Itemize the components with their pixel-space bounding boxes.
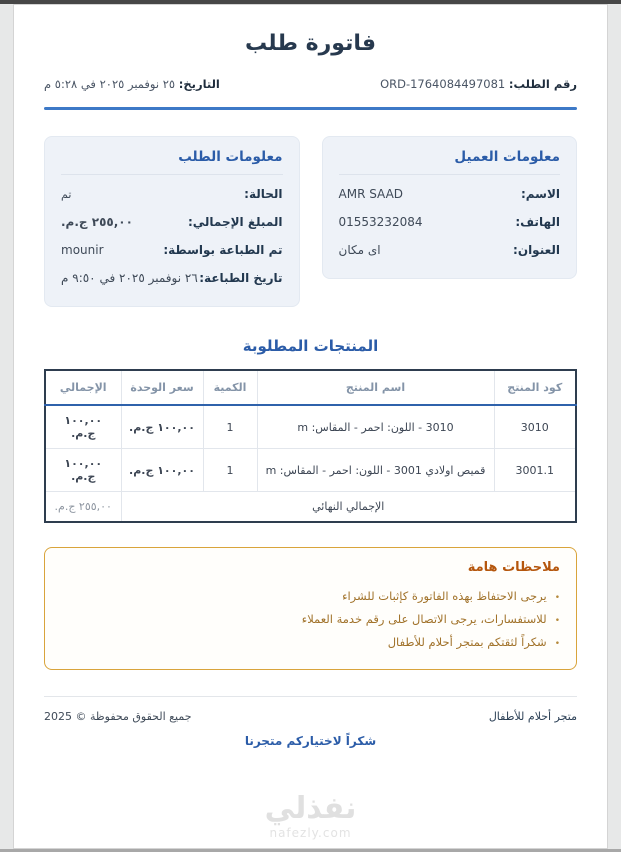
- products-table-head: [45, 370, 576, 405]
- invoice-date-label: التاريخ:: [178, 77, 220, 91]
- customer-info-card: [322, 136, 578, 279]
- info-cards-row: [44, 136, 577, 307]
- printed-by-label: تم الطباعة بواسطة:: [163, 243, 283, 257]
- invoice-title: فاتورة طلب: [244, 31, 377, 56]
- product-unit-price: ١٠٠,٠٠ ج.م.: [121, 405, 203, 449]
- list-item: [61, 630, 560, 653]
- order-number: [380, 77, 577, 91]
- product-line-total: ١٠٠,٠٠ ج.م.: [45, 449, 121, 492]
- watermark: [14, 791, 607, 840]
- customer-card-title: معلومات العميل: [339, 149, 561, 175]
- note-text: للاستفسارات، يرجى الاتصال على رقم خدمة العملاء: [301, 611, 547, 626]
- print-date-value: ٢٦ نوفمبر ٢٠٢٥ في ٩:٥٠ م: [61, 271, 198, 285]
- order-number-label: رقم الطلب:: [508, 77, 577, 91]
- order-total-value: ٢٥٥,٠٠ ج.م.: [61, 215, 133, 229]
- order-info-card: [44, 136, 300, 307]
- order-status-row: [61, 180, 283, 208]
- invoice-date: [44, 77, 220, 91]
- grand-total-row: [45, 492, 576, 523]
- note-text: شكراً لثقتكم بمتجر أحلام للأطفال: [387, 634, 547, 649]
- copyright-text: جميع الحقوق محفوظة © 2025: [44, 710, 192, 723]
- table-row: [45, 405, 576, 449]
- grand-total-value: ٢٥٥,٠٠ ج.م.: [45, 492, 121, 523]
- bullet-icon: •: [554, 615, 560, 626]
- invoice-date-value: ٢٥ نوفمبر ٢٠٢٥ في ٥:٢٨ م: [44, 77, 176, 91]
- product-name: قميص اولادي 3001 - اللون: احمر - المقاس: m: [257, 449, 494, 492]
- header-product-name: اسم المنتج: [257, 370, 494, 405]
- products-header-row: [45, 370, 576, 405]
- product-line-total: ١٠٠,٠٠ ج.م.: [45, 405, 121, 449]
- product-name: 3010 - اللون: احمر - المقاس: m: [257, 405, 494, 449]
- watermark-site-text: nafezly.com: [269, 826, 352, 840]
- customer-address-label: العنوان:: [513, 243, 560, 257]
- product-unit-price: ١٠٠,٠٠ ج.م.: [121, 449, 203, 492]
- header-product-code: كود المنتج: [494, 370, 576, 405]
- important-notes-box: [44, 547, 577, 670]
- products-table-body: [45, 405, 576, 522]
- product-qty: 1: [203, 405, 257, 449]
- product-code: 3010: [494, 405, 576, 449]
- invoice-page: [13, 4, 608, 849]
- printed-by-value: mounir: [61, 243, 104, 257]
- customer-phone-label: الهاتف:: [515, 215, 560, 229]
- order-total-label: المبلغ الإجمالي:: [187, 215, 283, 229]
- thanks-message: شكراً لاختياركم متجرنا: [244, 734, 377, 748]
- header-quantity: الكمية: [203, 370, 257, 405]
- order-total-row: [61, 208, 283, 236]
- order-number-value: ORD-1764084497081: [380, 77, 506, 91]
- customer-address-value: اى مكان: [338, 243, 381, 257]
- invoice-content: [14, 5, 607, 748]
- order-status-label: الحالة:: [244, 187, 283, 201]
- table-row: [45, 449, 576, 492]
- bullet-icon: •: [554, 592, 560, 603]
- print-date-row: [61, 264, 283, 292]
- watermark-logo-text: نفذلي: [264, 791, 357, 826]
- products-section-title: المنتجات المطلوبة: [242, 337, 379, 355]
- customer-name-label: الاسم:: [520, 187, 560, 201]
- print-date-label: تاريخ الطباعة:: [199, 271, 283, 285]
- footer-row: [44, 697, 577, 723]
- customer-name-value: AMR SAAD: [338, 187, 404, 201]
- customer-phone-row: [339, 208, 561, 236]
- customer-name-row: [339, 180, 561, 208]
- notes-title: ملاحظات هامة: [467, 560, 560, 575]
- header-divider: [44, 107, 577, 110]
- bullet-icon: •: [554, 638, 560, 649]
- customer-address-row: [339, 236, 561, 264]
- store-name: متجر أحلام للأطفال: [488, 710, 577, 723]
- customer-phone-value: 01553232084: [338, 215, 423, 229]
- note-text: يرجى الاحتفاظ بهذه الفاتورة كإثبات للشراء: [342, 588, 547, 603]
- list-item: [61, 607, 560, 630]
- printed-by-row: [61, 236, 283, 264]
- list-item: [61, 584, 560, 607]
- order-card-title: معلومات الطلب: [61, 149, 283, 175]
- product-code: 3001.1: [494, 449, 576, 492]
- order-status-value: تم: [61, 187, 72, 201]
- grand-total-label: الإجمالي النهائي: [121, 492, 576, 523]
- header-line-total: الإجمالي: [45, 370, 121, 405]
- products-table: [44, 369, 577, 523]
- invoice-meta-row: [44, 77, 577, 91]
- header-unit-price: سعر الوحدة: [121, 370, 203, 405]
- product-qty: 1: [203, 449, 257, 492]
